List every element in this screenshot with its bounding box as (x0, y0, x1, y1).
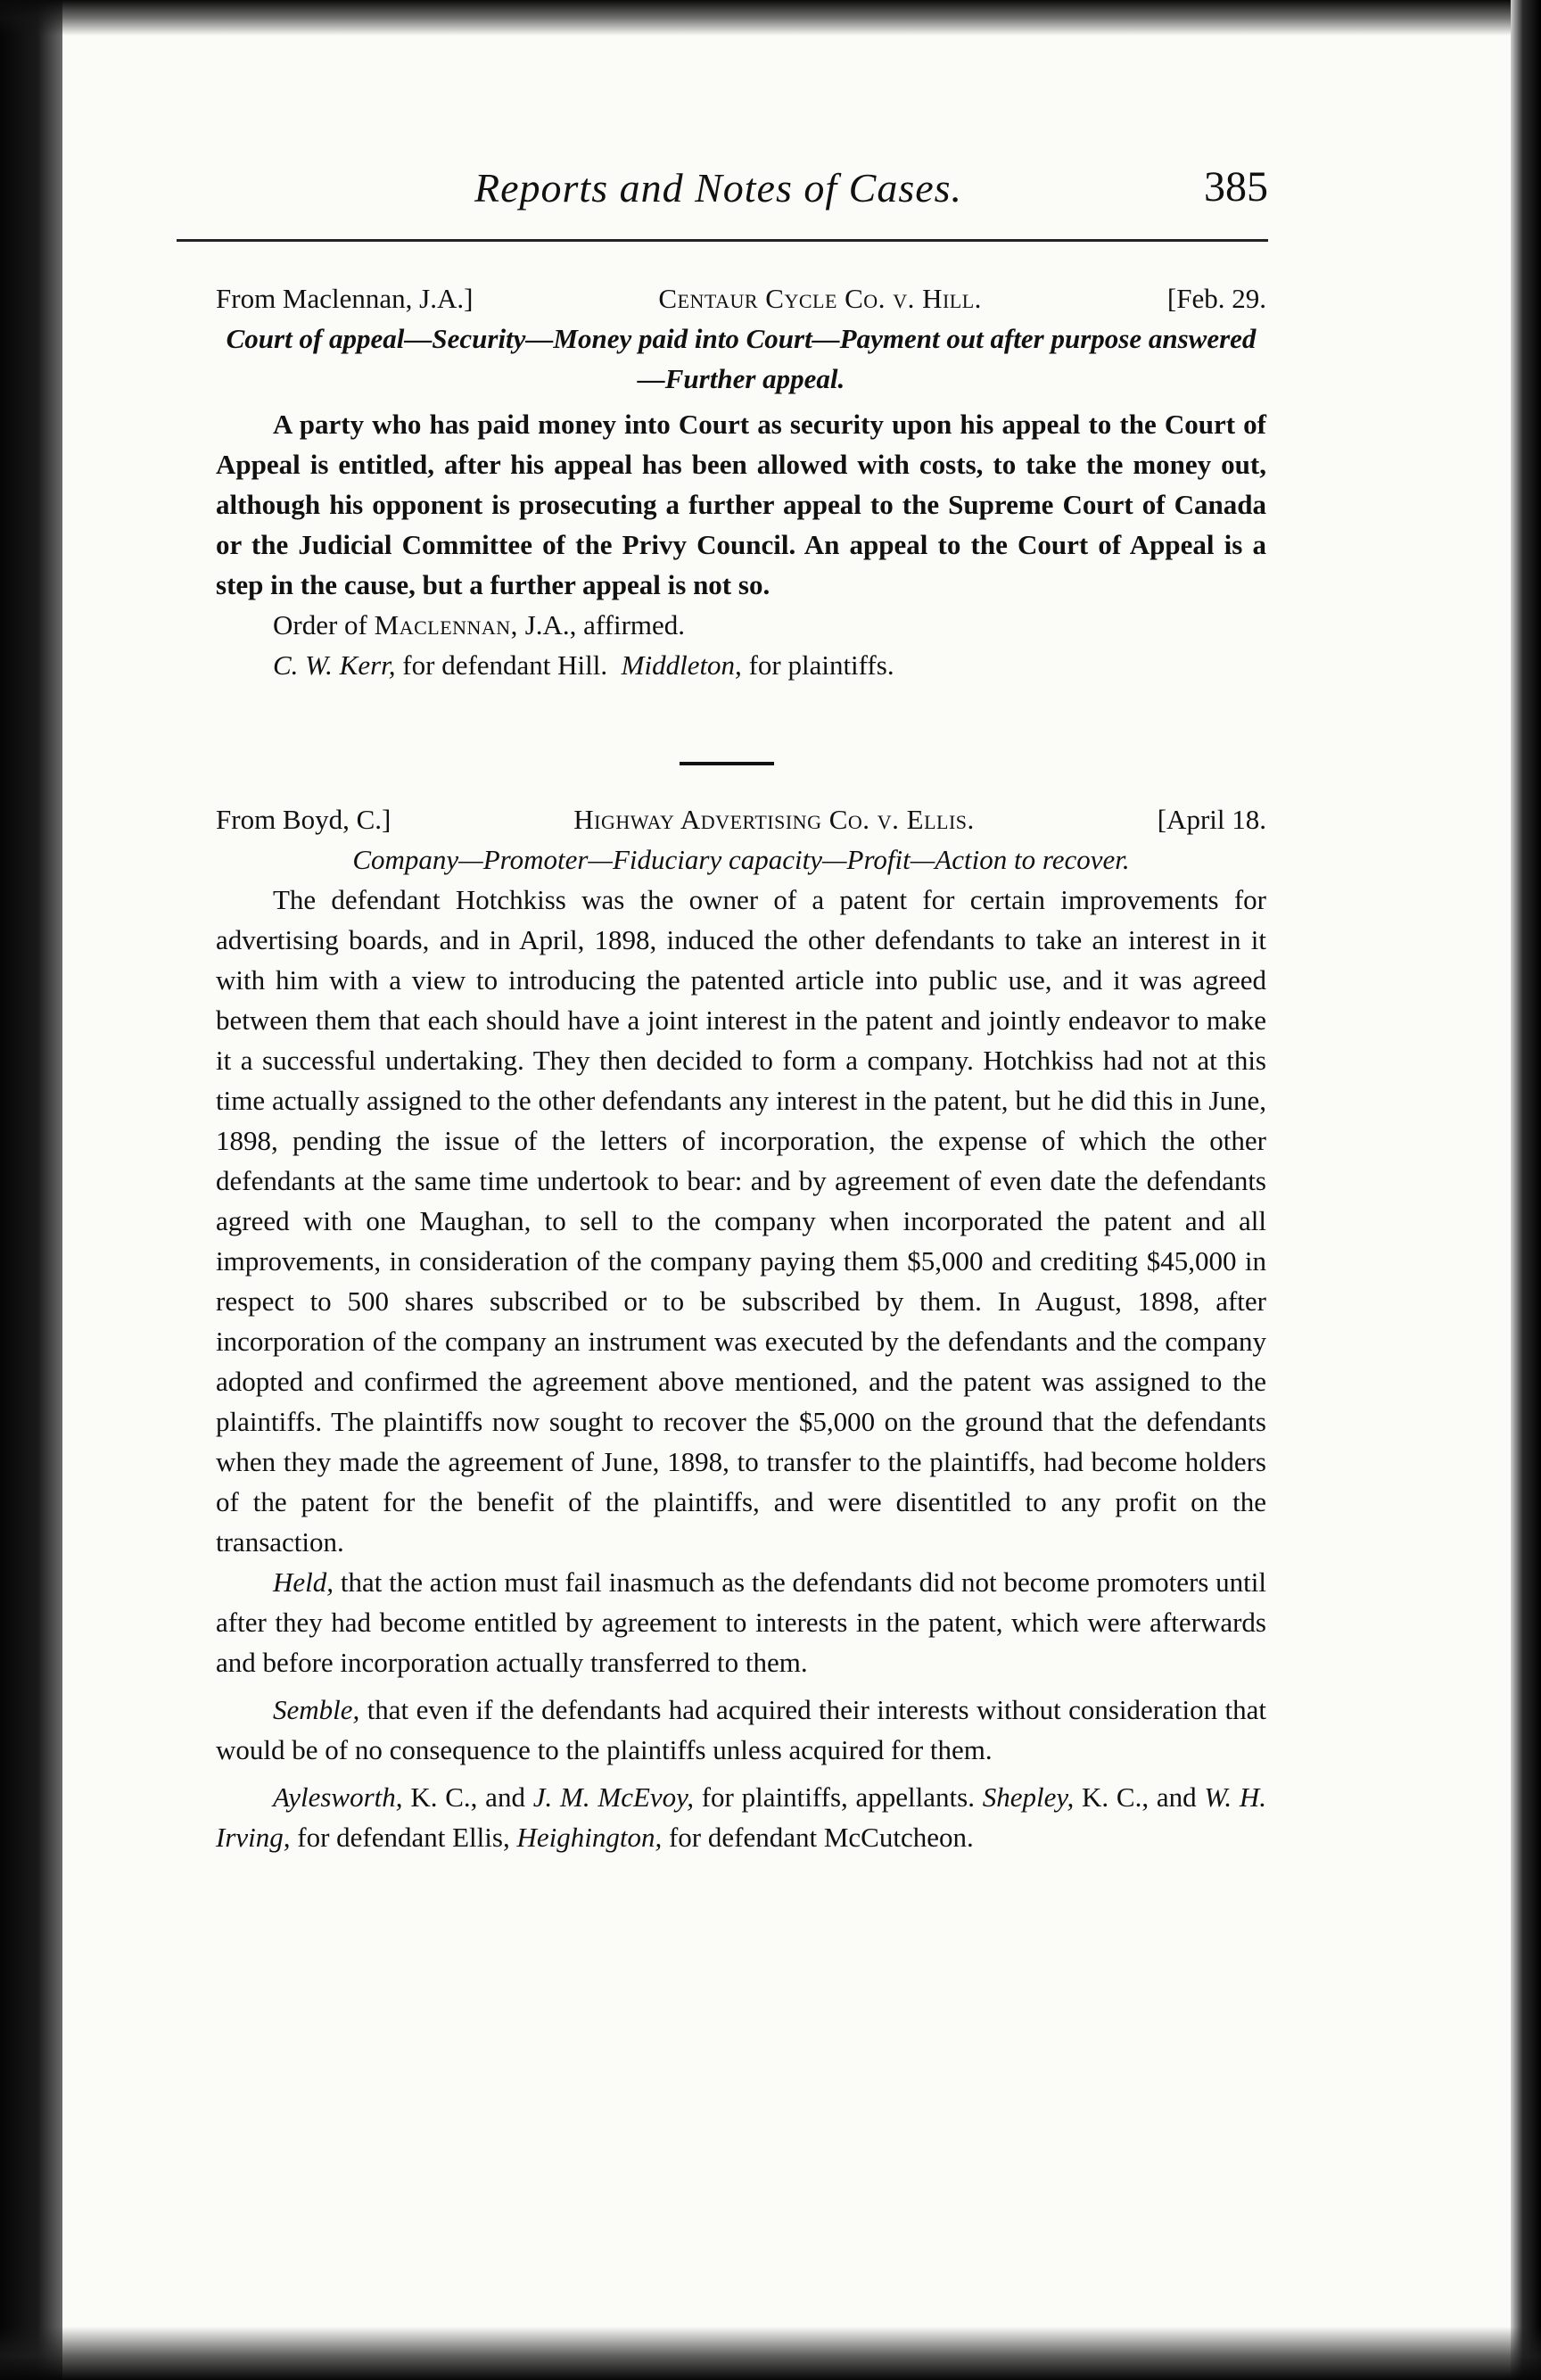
order-prefix: Order of (273, 609, 367, 640)
case-highway-advertising (216, 799, 1266, 1857)
scan-shadow-right (1511, 0, 1541, 2380)
case-parties: Highway Advertising Co. v. Ellis. (573, 804, 975, 835)
page-number: 385 (1204, 163, 1268, 211)
counsel-name: Shepley, (982, 1781, 1075, 1813)
held-paragraph (216, 1562, 1266, 1682)
counsel-name: C. W. Kerr, (273, 649, 396, 681)
order-judge: Maclennan, (374, 609, 518, 640)
counsel-name: Heighington, (516, 1822, 663, 1853)
case-parties: Centaur Cycle Co. v. Hill. (658, 283, 982, 314)
counsel-role: for plaintiffs, appellants. (701, 1781, 975, 1813)
running-title: Reports and Notes of Cases. (474, 165, 963, 211)
order-line (216, 605, 1266, 645)
counsel-line (216, 645, 1266, 685)
scan-shadow-bottom (0, 2326, 1541, 2380)
catchwords: Court of appeal—Security—Money paid into Court—Payment out after purpose answered—Further appeal. (226, 323, 1257, 394)
counsel-text: K. C., and (1081, 1781, 1197, 1813)
counsel-role: for plaintiffs. (748, 649, 894, 681)
counsel-text: K. C., and (410, 1781, 525, 1813)
case-heading (216, 278, 1266, 318)
case-heading (216, 799, 1266, 839)
semble-label: Semble, (273, 1694, 360, 1725)
catchwords: Company—Promoter—Fiduciary capacity—Profit—Action to recover. (352, 844, 1130, 875)
section-divider (680, 762, 774, 765)
case-centaur-cycle (216, 278, 1266, 685)
counsel-name: W. H. Irving, (216, 1781, 1267, 1853)
court-from: From Maclennan, J.A.] (216, 283, 474, 314)
court-from: From Boyd, C.] (216, 804, 391, 835)
semble-text: that even if the defendants had acquired their interests without consideration that would be of no consequence to the plaintiffs unless acquired for them. (216, 1694, 1266, 1765)
semble-paragraph (216, 1690, 1266, 1770)
order-suffix: J.A., affirmed. (524, 609, 686, 640)
held-label: Held, (273, 1566, 334, 1598)
case-date: [Feb. 29. (1166, 283, 1266, 314)
scan-shadow-top (0, 0, 1541, 36)
counsel-role: for defendant Ellis, (297, 1822, 510, 1853)
counsel-name: Middleton, (621, 649, 742, 681)
held-text: that the action must fail inasmuch as the defendants did not become promoters until after they had become entitled by agreement to interests in the patent, which were afterwards and before incorporation actually transferred to them. (216, 1566, 1266, 1678)
counsel-paragraph (216, 1777, 1266, 1857)
page-header (216, 159, 1286, 223)
counsel-role: for defendant Hill. (402, 649, 608, 681)
case-date: [April 18. (1157, 804, 1266, 835)
scan-shadow-left (0, 0, 62, 2380)
counsel-name: J. M. McEvoy, (532, 1781, 694, 1813)
counsel-name: Aylesworth, (273, 1781, 403, 1813)
headnote: A party who has paid money into Court as security upon his appeal to the Court of Appeal is entitled, after his appeal has been allowed with costs, to take the money out, although his opponent is prosecuting a further appeal to the Supreme Court of Canada or the Judicial Committee of the Privy Council. An appeal to the Court of Appeal is a step in the cause, but a further appeal is not so. (216, 409, 1266, 600)
facts-paragraph: The defendant Hotchkiss was the owner of a patent for certain improvements for advertising boards, and in April, 1898, induced the other defendants to take an interest in it with him with a view to introducing the patented article into public use, and it was agreed between them that each should have a joint interest in the patent and jointly endeavor to make it a successful undertaking. They then decided to form a company. Hotchkiss had not at this time actually assigned to the other defendants any interest in the patent, but he did this in June, 1898, pending the issue of the letters of incorporation, the expense of which the other defendants at the same time undertook to bear: and by agreement of even date the defendants agreed with one Maughan, to sell to the company when incorporated the patent and all improvements, in consideration of the company paying them $5,000 and crediting $45,000 in respect to 500 shares subscribed or to be subscribed by them. In August, 1898, after incorporation of the company an instrument was executed by the defendants and the company adopted and confirmed the agreement above mentioned, and the patent was assigned to the plaintiffs. The plaintiffs now sought to recover the $5,000 on the ground that the defendants when they made the agreement of June, 1898, to transfer to the plaintiffs, had become holders of the patent for the benefit of the plaintiffs, and were disentitled to any profit on the transaction. (216, 884, 1266, 1558)
header-rule (177, 239, 1268, 242)
counsel-role: for defendant McCutcheon. (668, 1822, 974, 1853)
